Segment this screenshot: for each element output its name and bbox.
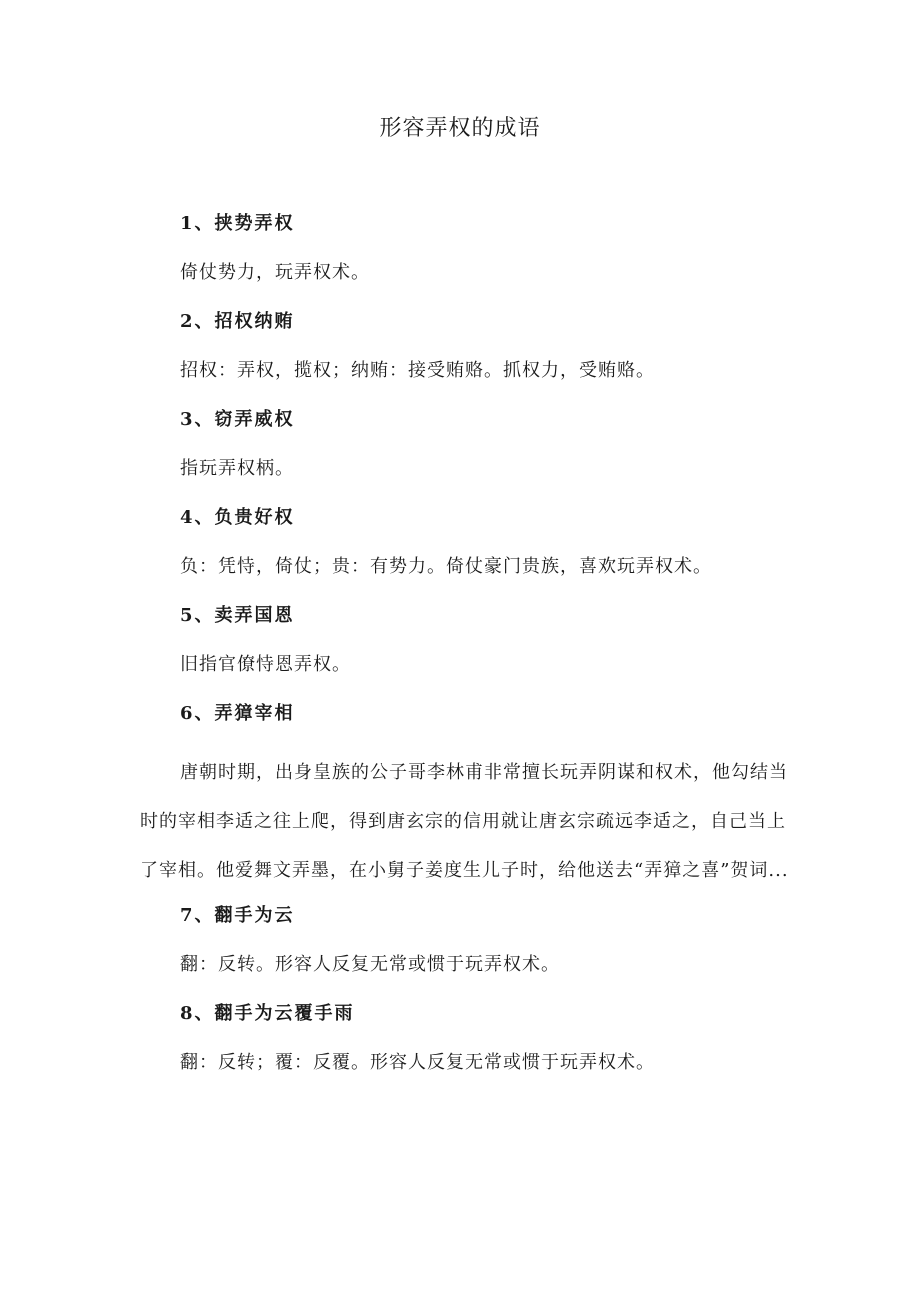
idiom-term: 4、负贵好权 xyxy=(180,507,295,528)
idiom-meaning: 翻：反转；覆：反覆。形容人反复无常或惯于玩弄权术。 xyxy=(180,1052,655,1073)
idiom-term: 3、窃弄威权 xyxy=(180,409,295,430)
idiom-meaning: 唐朝时期，出身皇族的公子哥李林甫非常擅长玩弄阴谋和权术，他勾结当时的宰相李适之往上爬，得到唐玄宗的信用就让唐玄宗疏远李适之，自己当上了宰相。他爱舞文弄墨，在小舅子姜度生儿子时，给他送去“弄獐之喜”贺词... xyxy=(140,762,789,881)
idiom-term: 6、弄獐宰相 xyxy=(180,703,295,724)
idiom-meaning: 翻：反转。形容人反复无常或惯于玩弄权术。 xyxy=(180,954,560,975)
idiom-meaning: 倚仗势力，玩弄权术。 xyxy=(180,262,370,283)
idiom-term: 1、挟势弄权 xyxy=(180,213,295,234)
idiom-term: 2、招权纳贿 xyxy=(180,311,295,332)
page-title: 形容弄权的成语 xyxy=(379,116,541,141)
idiom-meaning: 指玩弄权柄。 xyxy=(180,458,294,479)
idiom-term: 5、卖弄国恩 xyxy=(180,605,295,626)
idiom-meaning: 负：凭恃，倚仗；贵：有势力。倚仗豪门贵族，喜欢玩弄权术。 xyxy=(180,556,712,577)
idiom-term: 7、翻手为云 xyxy=(180,905,295,926)
idiom-meaning: 招权：弄权，揽权；纳贿：接受贿赂。抓权力，受贿赂。 xyxy=(180,360,655,381)
idiom-term: 8、翻手为云覆手雨 xyxy=(180,1003,355,1024)
idiom-list xyxy=(140,203,800,1091)
idiom-meaning: 旧指官僚恃恩弄权。 xyxy=(180,654,351,675)
